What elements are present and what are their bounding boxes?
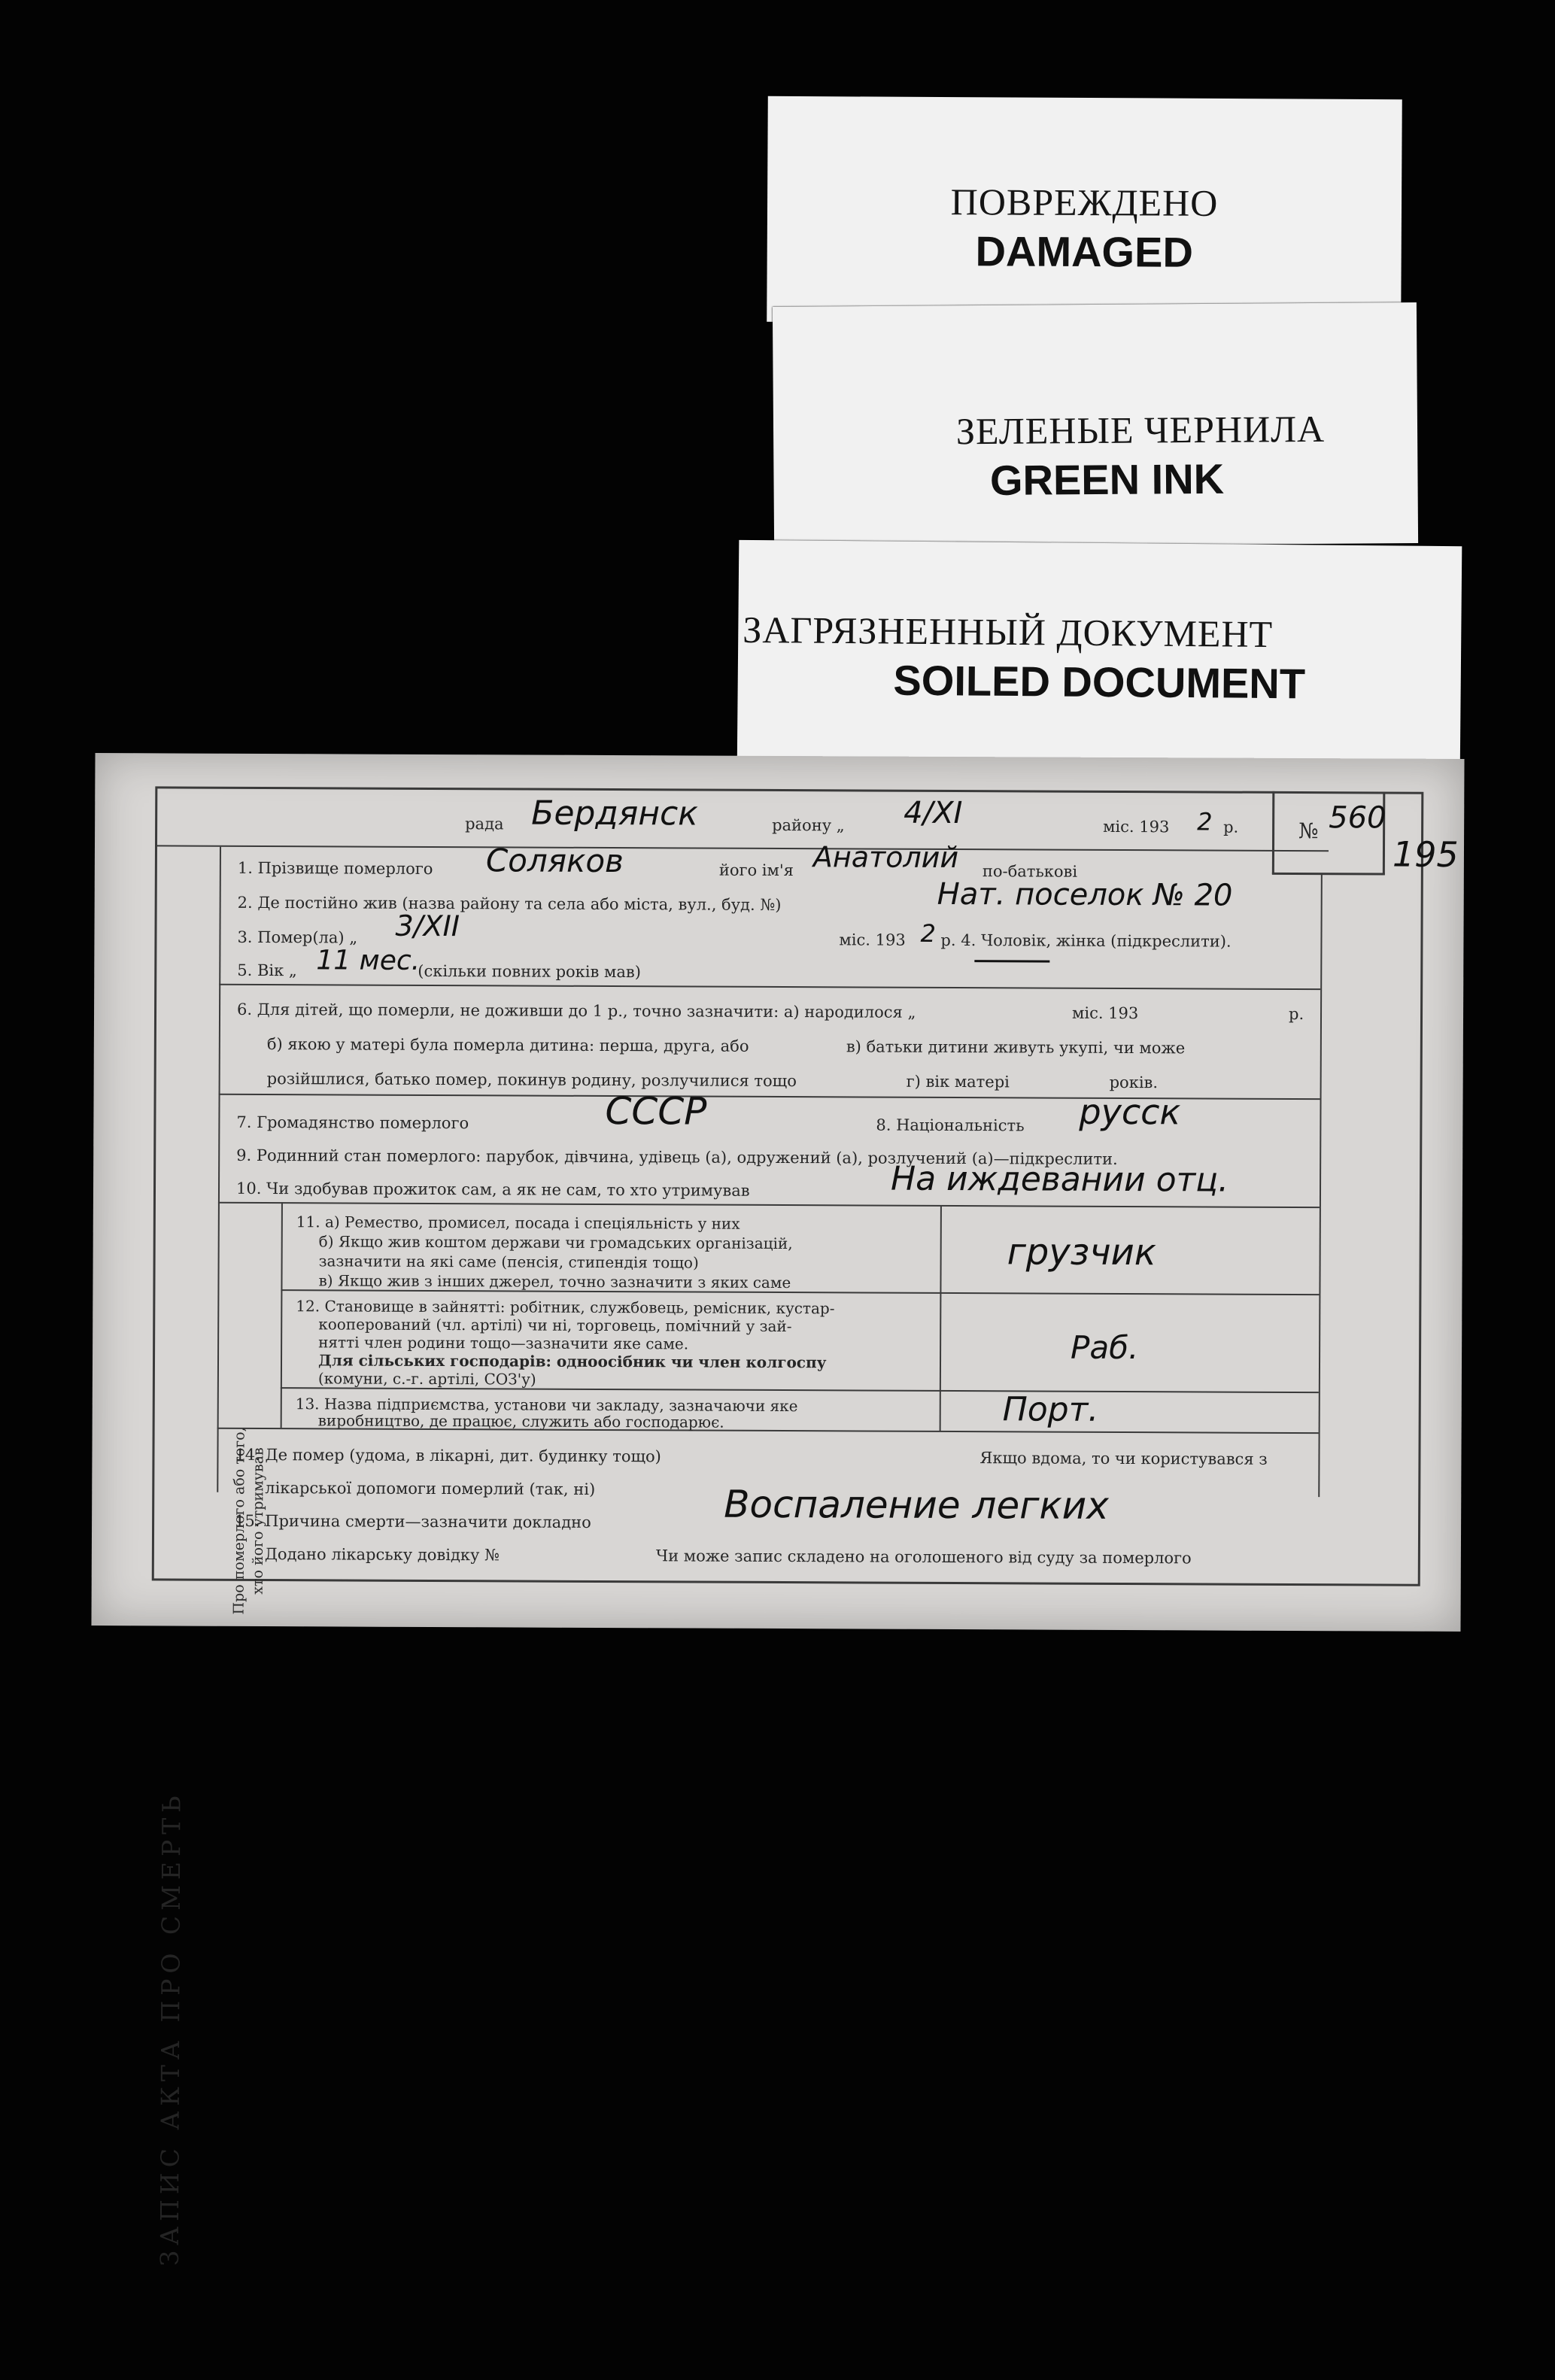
green-ink-label-card — [773, 302, 1418, 548]
line-11-d: в) Якщо жив з інших джерел, точно зазначити з яких саме — [318, 1271, 791, 1292]
line-3-c: р. 4. Чоловік, жінка (підкреслити). — [940, 930, 1232, 951]
header-r: р. — [1223, 818, 1239, 836]
line-13-a: 13. Назва підприємства, установи чи закладу, зазначаючи яке — [295, 1395, 798, 1416]
line-12-b: кооперований (чл. артілі) чи ні, торговець, помічний у зай- — [318, 1315, 792, 1336]
line-6-line2-a: б) якою у матері була померла дитина: перша, друга, або — [266, 1035, 749, 1055]
hw-cause: Воспаление легких — [724, 1482, 1109, 1528]
line-11-c: зазначити на які саме (пенсія, стипендія тощо) — [318, 1252, 699, 1272]
line-1-b: його ім'я — [718, 861, 794, 880]
death-record-form — [91, 753, 1464, 2266]
line-11-a: 11. а) Ремество, промисел, посада і спеціяльність у них — [296, 1213, 740, 1233]
line-7: 7. Громадянство померлого — [236, 1113, 469, 1133]
line-6-b: міс. 193 — [1071, 1003, 1139, 1023]
hw-citizenship: СССР — [605, 1088, 707, 1134]
hw-death-date: 3/XII — [395, 909, 460, 943]
damaged-label-ru: ПОВРЕЖДЕНО — [950, 181, 1219, 224]
hw-workplace: Порт. — [1002, 1390, 1099, 1429]
line-12-e: (комуни, с.-г. артілі, СОЗ'у) — [317, 1369, 536, 1389]
line-10: 10. Чи здобував прожиток сам, а як не сам, то хто утримував — [235, 1179, 750, 1200]
line-1-a: 1. Прізвище померлого — [237, 858, 433, 878]
hw-support: На иждевании отц. — [890, 1159, 1229, 1200]
hw-rada: Бердянск — [531, 794, 698, 833]
soiled-label-card — [737, 540, 1462, 778]
hw-age: 11 мес. — [316, 945, 421, 976]
header-number-label: № — [1298, 818, 1319, 844]
line-6-line2-b: в) батьки дитини живуть укупі, чи може — [846, 1037, 1186, 1058]
side-note: Про померлого або того, хто його утримував — [230, 1427, 267, 1615]
line-2: 2. Де постійно жив (назва району та села або міста, вул., буд. №) — [237, 893, 782, 915]
line-14-a: 14. Де помер (удома, в лікарні, дит. будинку тощо) — [235, 1445, 661, 1466]
line-6-line3-a: розійшлися, батько помер, покинув родину, розлучилися тощо — [266, 1070, 797, 1091]
hw-death-year-digit: 2 — [920, 918, 936, 948]
line-14-b: Якщо вдома, то чи користувався з — [979, 1449, 1268, 1468]
line-16-a: Додано лікарську довідку № — [264, 1545, 500, 1565]
line-3-a: 3. Помер(ла) „ — [237, 927, 358, 947]
line-6-line3-b: г) вік матері — [906, 1072, 1010, 1091]
hw-address: Нат. поселок № 20 — [937, 876, 1233, 913]
hw-nationality: русск — [1079, 1091, 1181, 1133]
hw-number: 560 — [1329, 800, 1386, 836]
hw-name: Анатолий — [812, 840, 959, 875]
hw-surname: Соляков — [485, 842, 624, 880]
line-14-c: лікарської допомоги померлий (так, ні) — [265, 1479, 596, 1498]
line-12-d: Для сільських господарів: одноосібник чи член колгоспу — [317, 1351, 827, 1372]
damaged-label-en: DAMAGED — [975, 227, 1194, 276]
hw-year-digit: 2 — [1197, 807, 1213, 836]
line-5-a: 5. Вік „ — [237, 961, 297, 980]
green-ink-label-ru: ЗЕЛЕНЫЕ ЧЕРНИЛА — [955, 407, 1326, 453]
damaged-label-card — [767, 96, 1402, 325]
line-13-b: виробництво, де працює, служить або господарює. — [317, 1411, 724, 1431]
line-15: 15. Причина смерти—зазначити докладно — [235, 1511, 591, 1532]
green-ink-label-en: GREEN INK — [989, 454, 1225, 504]
line-11-b: б) Якщо жив коштом держави чи громадських організацій, — [318, 1232, 793, 1253]
hw-date: 4/XI — [904, 795, 963, 831]
header-mis: міс. 193 — [1103, 817, 1170, 836]
line-3-b: міс. 193 — [839, 930, 906, 949]
line-9: 9. Родинний стан померлого: парубок, дівчина, удівець (а), одружений (а), розлучений (а)—підкреслити. — [236, 1146, 1118, 1168]
line-6-a: 6. Для дітей, що померли, не доживши до 1 р., точно зазначити: а) народилося „ — [237, 1000, 916, 1022]
line-16-b: Чи може запис складено на оголошеного від суду за померлого — [655, 1547, 1192, 1568]
line-5-b: (скільки повних років мав) — [418, 961, 641, 982]
soiled-label-ru: ЗАГРЯЗНЕННЫЙ ДОКУМЕНТ — [743, 608, 1274, 656]
header-rada: рада — [465, 815, 504, 833]
line-12-c: нятті член родини тощо—зазначити яке саме. — [318, 1333, 689, 1353]
line-1-c: по-батькові — [982, 862, 1078, 881]
header-rayonu: району „ — [772, 815, 845, 835]
vertical-title: ЗАПИС АКТА ПРО СМЕРТЬ — [154, 1790, 187, 2266]
line-6-line3-c: років. — [1109, 1073, 1159, 1092]
hw-margin-number: 195 — [1392, 833, 1459, 875]
hw-status: Раб. — [1070, 1328, 1139, 1367]
soiled-label-en: SOILED DOCUMENT — [893, 656, 1306, 708]
line-8: 8. Національність — [876, 1116, 1025, 1135]
hw-occupation: грузчик — [1007, 1231, 1156, 1274]
line-12-a: 12. Становище в зайнятті: робітник, службовець, ремісник, кустар- — [296, 1297, 835, 1318]
line-6-c: р. — [1288, 1004, 1304, 1024]
